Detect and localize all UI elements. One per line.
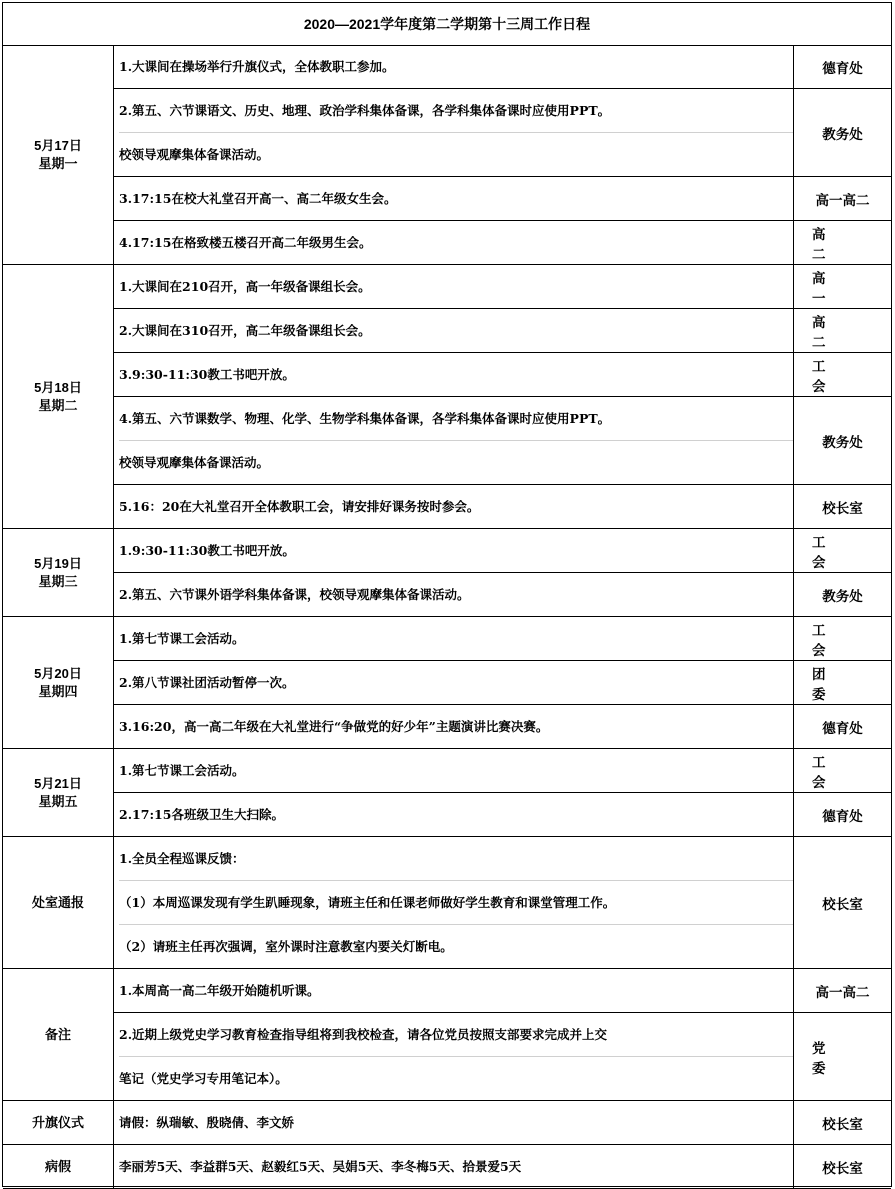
item-line: 4.第五、六节课数学、物理、化学、生物学科集体备课，各学科集体备课时应使用PPT。 (119, 397, 793, 441)
day-label-cell (3, 617, 114, 749)
department-label: 校长室 (822, 500, 863, 516)
remarks-label-cell (3, 969, 114, 1101)
sick-text: 李丽芳5天、李益群5天、赵毅红5天、吴娟5天、李冬梅5天、拾景爱5天 (119, 1159, 522, 1174)
item-line: 2.第五、六节课语文、历史、地理、政治学科集体备课，各学科集体备课时应使用PPT。 (119, 89, 793, 133)
schedule-item (114, 705, 794, 749)
department-cell (794, 1101, 891, 1145)
schedule-item (114, 573, 794, 617)
department-cell (794, 45, 891, 89)
item-line: （2）请班主任再次强调，室外课时注意教室内要关灯断电。 (119, 939, 453, 954)
department-cell (794, 485, 891, 529)
department-cell (794, 529, 891, 573)
department-cell (794, 177, 891, 221)
item-line: （1）本周巡课发现有学生趴睡现象，请班主任和任课老师做好学生教育和课堂管理工作。 (119, 881, 793, 925)
department-label: 工 会 (812, 622, 844, 658)
department-cell (794, 397, 891, 485)
department-label: 德育处 (822, 808, 863, 824)
department-cell (794, 1013, 891, 1101)
schedule-item (114, 221, 794, 265)
department-cell (794, 837, 891, 969)
item-line: 5.16：20在大礼堂召开全体教职工会，请安排好课务按时参会。 (119, 499, 480, 514)
flag-content (114, 1101, 794, 1145)
item-line: 校领导观摩集体备课活动。 (119, 455, 270, 470)
department-cell (794, 221, 891, 265)
schedule-title: 2020—2021学年度第二学期第十三周工作日程 (3, 3, 891, 46)
day-weekday: 星期四 (38, 683, 78, 699)
item-line: 3.16:20，高一高二年级在大礼堂进行“争做党的好少年”主题演讲比赛决赛。 (119, 719, 549, 734)
schedule-item (114, 749, 794, 793)
item-line: 1.大课间在210召开，高一年级备课组长会。 (119, 279, 371, 294)
department-cell (794, 309, 891, 353)
department-cell (794, 617, 891, 661)
remarks-label: 备注 (44, 1026, 71, 1042)
schedule-sheet (2, 2, 892, 1187)
item-line: 2.大课间在310召开，高二年级备课组长会。 (119, 323, 371, 338)
schedule-item (114, 45, 794, 89)
department-label: 高一高二 (815, 192, 870, 208)
schedule-item (114, 353, 794, 397)
item-line: 1.大课间在操场举行升旗仪式，全体教职工参加。 (119, 59, 395, 74)
department-label: 校长室 (822, 1116, 863, 1132)
department-label: 党 委 (812, 1040, 844, 1076)
item-line: 1.本周高一高二年级开始随机听课。 (119, 983, 320, 998)
day-date: 5月17日 (34, 137, 82, 153)
department-label: 工 会 (812, 534, 844, 570)
item-line: 校领导观摩集体备课活动。 (119, 147, 270, 162)
department-cell (794, 705, 891, 749)
sick-content (114, 1145, 794, 1189)
item-line: 2.第八节课社团活动暂停一次。 (119, 675, 295, 690)
department-cell (794, 353, 891, 397)
day-label-cell (3, 749, 114, 837)
schedule-item (114, 89, 794, 177)
department-label: 校长室 (822, 1160, 863, 1176)
item-line: 4.17:15在格致楼五楼召开高二年级男生会。 (119, 235, 372, 250)
department-cell (794, 793, 891, 837)
notice-label-cell (3, 837, 114, 969)
department-label: 高 二 (812, 314, 844, 350)
department-cell (794, 969, 891, 1013)
department-label: 教务处 (822, 588, 863, 604)
day-date: 5月18日 (34, 379, 82, 395)
schedule-item (114, 793, 794, 837)
department-label: 校长室 (822, 896, 863, 912)
department-label: 团 委 (812, 666, 844, 702)
remarks-item (114, 969, 794, 1013)
schedule-item (114, 529, 794, 573)
item-line: 3.9:30-11:30教工书吧开放。 (119, 367, 295, 382)
schedule-item (114, 485, 794, 529)
flag-label: 升旗仪式 (31, 1114, 84, 1130)
day-weekday: 星期二 (38, 397, 78, 413)
item-line: 3.17:15在校大礼堂召开高一、高二年级女生会。 (119, 191, 397, 206)
day-label-cell (3, 45, 114, 265)
remarks-item (114, 1013, 794, 1101)
day-date: 5月21日 (34, 775, 82, 791)
department-cell (794, 1145, 891, 1189)
department-cell (794, 89, 891, 177)
department-cell (794, 265, 891, 309)
schedule-item (114, 265, 794, 309)
notice-content (114, 837, 794, 969)
item-line: 1.第七节课工会活动。 (119, 763, 245, 778)
schedule-item (114, 617, 794, 661)
department-label: 高 一 (812, 270, 844, 306)
department-label: 高 二 (812, 226, 844, 262)
day-date: 5月19日 (34, 555, 82, 571)
schedule-item (114, 177, 794, 221)
item-line: 1.全员全程巡课反馈： (119, 837, 793, 881)
department-cell (794, 661, 891, 705)
flag-label-cell (3, 1101, 114, 1145)
department-label: 德育处 (822, 720, 863, 736)
day-label-cell (3, 529, 114, 617)
item-line: 1.第七节课工会活动。 (119, 631, 245, 646)
day-date: 5月20日 (34, 665, 82, 681)
department-label: 教务处 (822, 434, 863, 450)
department-label: 高一高二 (815, 984, 870, 1000)
item-line: 2.近期上级党史学习教育检查指导组将到我校检查，请各位党员按照支部要求完成并上交 (119, 1013, 793, 1057)
sick-label-cell (3, 1145, 114, 1189)
schedule-item (114, 661, 794, 705)
schedule-item (114, 397, 794, 485)
item-line: 1.9:30-11:30教工书吧开放。 (119, 543, 295, 558)
department-cell (794, 573, 891, 617)
flag-text: 请假：纵瑞敏、殷晓倩、李文娇 (119, 1115, 295, 1130)
schedule-item (114, 309, 794, 353)
department-label: 教务处 (822, 126, 863, 142)
item-line: 2.第五、六节课外语学科集体备课，校领导观摩集体备课活动。 (119, 587, 470, 602)
item-line: 2.17:15各班级卫生大扫除。 (119, 807, 284, 822)
department-label: 德育处 (822, 60, 863, 76)
item-line: 笔记（党史学习专用笔记本）。 (119, 1071, 288, 1086)
day-label-cell (3, 265, 114, 529)
sick-label: 病假 (44, 1158, 71, 1174)
day-weekday: 星期五 (38, 793, 78, 809)
department-cell (794, 749, 891, 793)
department-label: 工 会 (812, 754, 844, 790)
day-weekday: 星期三 (38, 573, 78, 589)
department-label: 工 会 (812, 358, 844, 394)
day-weekday: 星期一 (38, 155, 78, 171)
notice-label: 处室通报 (31, 894, 84, 910)
